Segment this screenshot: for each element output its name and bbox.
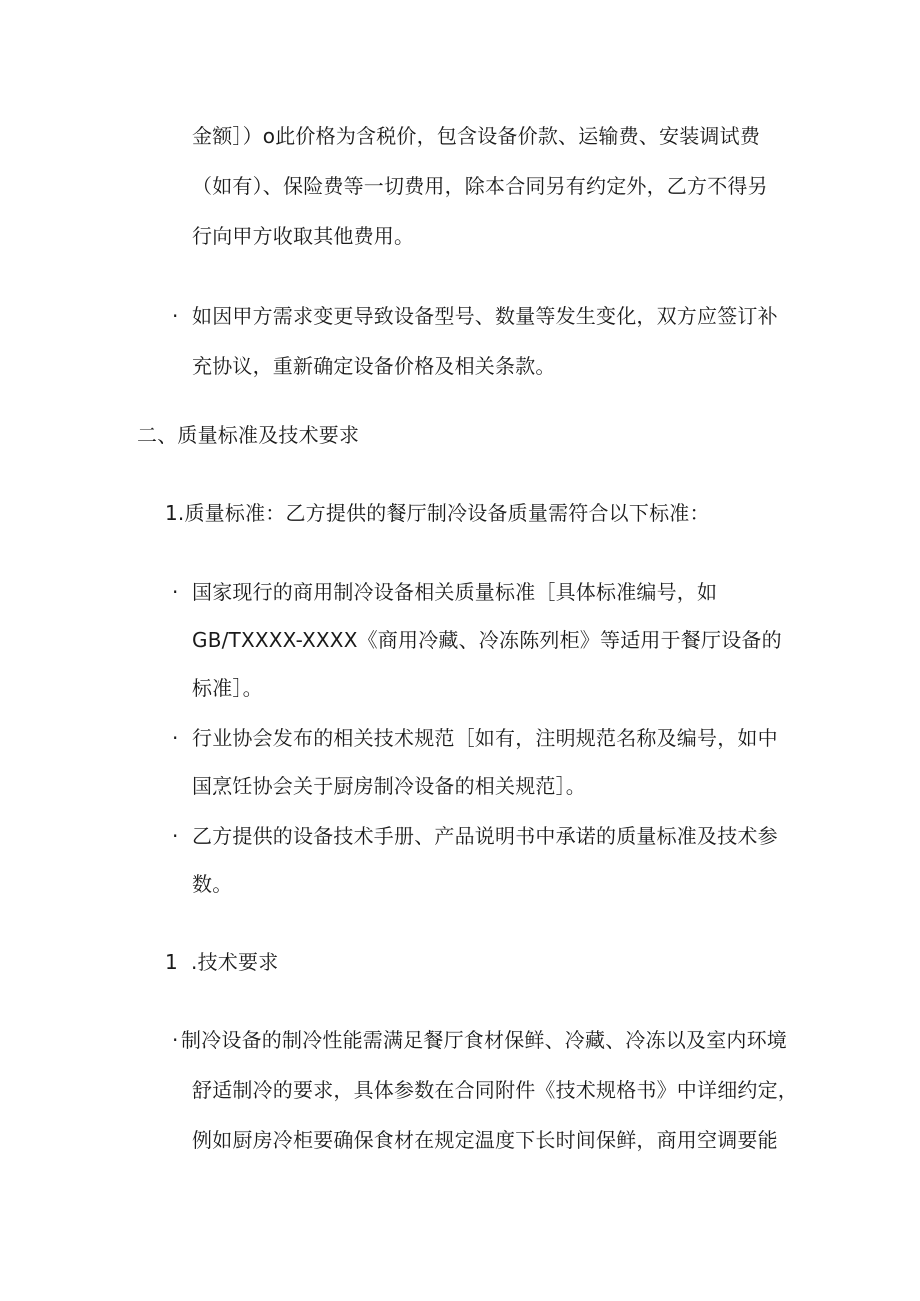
bullet-marker: · xyxy=(172,1028,179,1052)
paragraph-line: （如有）、保险费等一切费用，除本合同另有约定外，乙方不得另 xyxy=(192,174,768,198)
paragraph-line: 充协议，重新确定设备价格及相关条款。 xyxy=(192,354,556,378)
bullet-marker: · xyxy=(172,580,179,604)
bullet-marker: · xyxy=(172,726,179,750)
list-item-line: 标准］。 xyxy=(192,676,263,700)
bullet-marker: · xyxy=(172,824,179,848)
subsection-heading: 1.质量标准：乙方提供的餐厅制冷设备质量需符合以下标准： xyxy=(165,501,710,525)
subsection-heading: 1 .技术要求 xyxy=(165,950,279,974)
list-item-line: 数。 xyxy=(192,872,233,896)
list-item-line: 乙方提供的设备技术手册、产品说明书中承诺的质量标准及技术参 xyxy=(192,824,778,848)
list-item-line: 国烹饪协会关于厨房制冷设备的相关规范］。 xyxy=(192,774,586,798)
paragraph-line: 如因甲方需求变更导致设备型号、数量等发生变化，双方应签订补 xyxy=(192,304,778,328)
list-item-line: 行业协会发布的相关技术规范［如有，注明规范名称及编号，如中 xyxy=(192,726,778,750)
bullet-marker: · xyxy=(172,304,179,328)
list-item-line: 例如厨房冷柜要确保食材在规定温度下长时间保鲜，商用空调要能 xyxy=(192,1128,778,1152)
section-heading: 二、质量标准及技术要求 xyxy=(137,423,360,447)
paragraph-line: 行向甲方收取其他费用。 xyxy=(192,224,415,248)
list-item-line: 舒适制冷的要求，具体参数在合同附件《技术规格书》中详细约定， xyxy=(192,1078,798,1102)
list-item-line: GB/TXXXX-XXXX《商用冷藏、冷冻陈列柜》等适用于餐厅设备的 xyxy=(192,628,782,652)
paragraph-line: 金额］）o此价格为含税价，包含设备价款、运输费、安装调试费 xyxy=(192,124,761,148)
list-item-line: 制冷设备的制冷性能需满足餐厅食材保鲜、冷藏、冷冻以及室内环境 xyxy=(181,1028,787,1052)
list-item-line: 国家现行的商用制冷设备相关质量标准［具体标准编号，如 xyxy=(192,580,718,604)
